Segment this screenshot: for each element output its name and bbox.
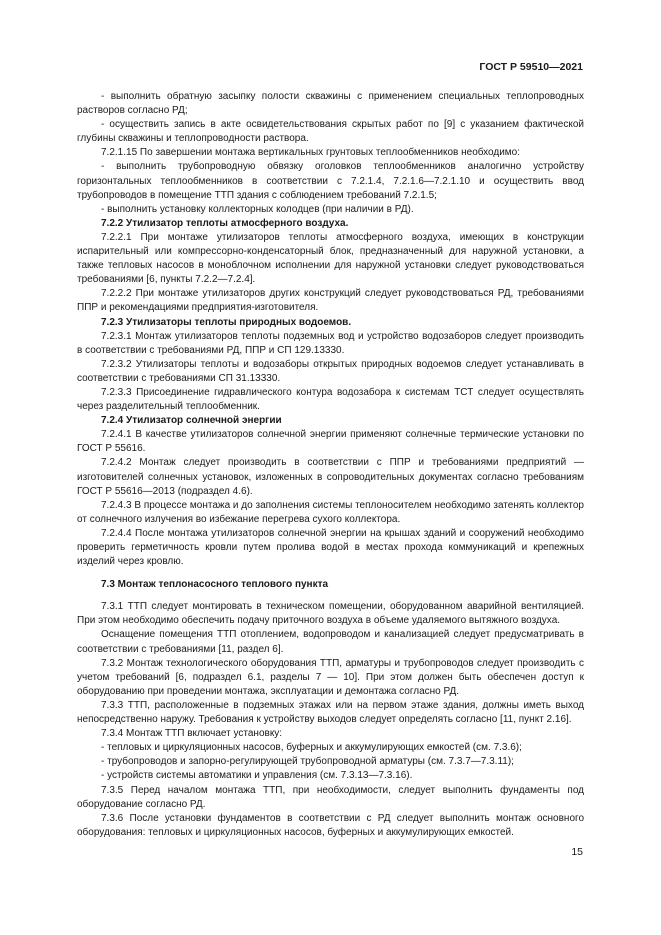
paragraph: 7.2.2.2 При монтаже утилизаторов других конструкций следует руководствоваться РД, требованиями ППР и рекомендациями предприятия-изготовителя.	[77, 288, 584, 314]
paragraph: 7.2.4.2 Монтаж следует производить в соответствии с ППР и требованиями предприятий — изготовителей солнечных установок, изложенных в сопроводительных документах согласно требованиям ГОСТ Р 55616—2013 (подраздел 4.6).	[77, 457, 584, 497]
paragraph: 7.3.2 Монтаж технологического оборудования ТТП, арматуры и трубопроводов следует производить с учетом требований [6, подраздел 6.1, разделы 7 — 10]. При этом должен быть обеспечен доступ к оборудованию при проведении монтажа, эксплуатации и демонтажа согласно РД.	[77, 657, 584, 697]
paragraph: 7.2.4.4 После монтажа утилизаторов солнечной энергии на крышах зданий и сооружений необходимо проверить герметичность кровли путем пролива водой в местах прохода коммуникаций и крепежных изделий через кровлю.	[77, 527, 584, 568]
paragraph: 7.2.4.1 В качестве утилизаторов солнечной энергии применяют солнечные термические установки по ГОСТ Р 55616.	[77, 429, 584, 455]
subsection-heading: 7.2.3 Утилизаторы теплоты природных водоемов.	[101, 316, 352, 328]
section-heading-7-3: 7.3 Монтаж теплонасосного теплового пункта	[101, 579, 329, 591]
paragraph: - выполнить трубопроводную обвязку оголовков теплообменников аналогично устройству горизонтальных теплообменников в соответствии с 7.2.1.4, 7.2.1.6—7.2.1.10 и осуществить ввод трубопроводов в помещение ТТП здания с соблюдением требований 7.2.1.5;	[77, 161, 584, 201]
paragraph: 7.3.4 Монтаж ТТП включает установку:	[101, 728, 283, 740]
paragraph-block-7-3	[77, 600, 584, 840]
paragraph: 7.3.5 Перед началом монтажа ТТП, при необходимости, следует выполнить фундаменты под оборудование согласно РД.	[77, 784, 584, 810]
paragraph-block-7-2	[77, 90, 584, 569]
paragraph: 7.3.6 После установки фундаментов в соответствии с РД следует выполнить монтаж основного оборудования: тепловых и циркуляционных насосов, буферных и аккумулирующих емкостей.	[77, 812, 584, 838]
paragraph: - трубопроводов и запорно-регулирующей трубопроводной арматуры (см. 7.3.7—7.3.11);	[101, 756, 514, 768]
paragraph: 7.3.3 ТТП, расположенные в подземных этажах или на первом этаже здания, должны иметь выход непосредственно наружу. Требования к устройству выходов следует определять согласно [11, пункт 2.16].	[77, 699, 584, 726]
paragraph: - осуществить запись в акте освидетельствования скрытых работ по [9] с указанием фактической глубины скважины и теплопроводности раствора.	[77, 119, 584, 145]
subsection-heading: 7.2.2 Утилизатор теплоты атмосферного воздуха.	[101, 217, 349, 229]
paragraph: 7.2.2.1 При монтаже утилизаторов теплоты атмосферного воздуха, имеющих в конструкции испарительный или компрессорно-конденсаторный блок, предназначенный для наружной установки, а также тепловых насосов в моноблочном исполнении для наружной установки следует руководствоваться требованиями [6, пункты 7.2.2—7.2.4].	[77, 231, 584, 286]
subsection-heading: 7.2.4 Утилизатор солнечной энергии	[101, 415, 282, 427]
paragraph: 7.2.1.15 По завершении монтажа вертикальных грунтовых теплообменников необходимо:	[101, 147, 521, 159]
page-number: 15	[571, 846, 583, 858]
paragraph: - выполнить установку коллекторных колодцев (при наличии в РД).	[101, 203, 414, 215]
paragraph: 7.2.3.3 Присоединение гидравлического контура водозабора к системам ТСТ следует осуществлять через разделительный теплообменник.	[77, 386, 584, 413]
paragraph: - выполнить обратную засыпку полости скважины с применением специальных теплопроводных растворов согласно РД;	[77, 91, 584, 117]
document-code-header: ГОСТ Р 59510—2021	[479, 61, 583, 73]
paragraph: - тепловых и циркуляционных насосов, буферных и аккумулирующих емкостей (см. 7.3.6);	[101, 742, 522, 754]
paragraph: Оснащение помещения ТТП отоплением, водопроводом и канализацией следует предусматривать в соответствии с требованиями [11, раздел 6].	[77, 629, 584, 655]
paragraph: - устройств системы автоматики и управления (см. 7.3.13—7.3.16).	[101, 770, 413, 782]
paragraph: 7.2.4.3 В процессе монтажа и до заполнения системы теплоносителем необходимо затенять коллектор от солнечного излучения во избежание перегрева сухого коллектора.	[77, 499, 584, 525]
paragraph: 7.3.1 ТТП следует монтировать в техническом помещении, оборудованном аварийной вентиляцией. При этом необходимо обеспечить подачу приточного воздуха в объеме удаляемого вытяжного воздуха.	[77, 601, 584, 627]
paragraph: 7.2.3.1 Монтаж утилизаторов теплоты подземных вод и устройство водозаборов следует производить в соответствии с требованиями РД, ППР и СП 129.13330.	[77, 330, 584, 356]
paragraph: 7.2.3.2 Утилизаторы теплоты и водозаборы открытых природных водоемов следует устанавливать в соответствии с требованиями СП 31.13330.	[77, 358, 584, 384]
page-content	[77, 90, 584, 840]
